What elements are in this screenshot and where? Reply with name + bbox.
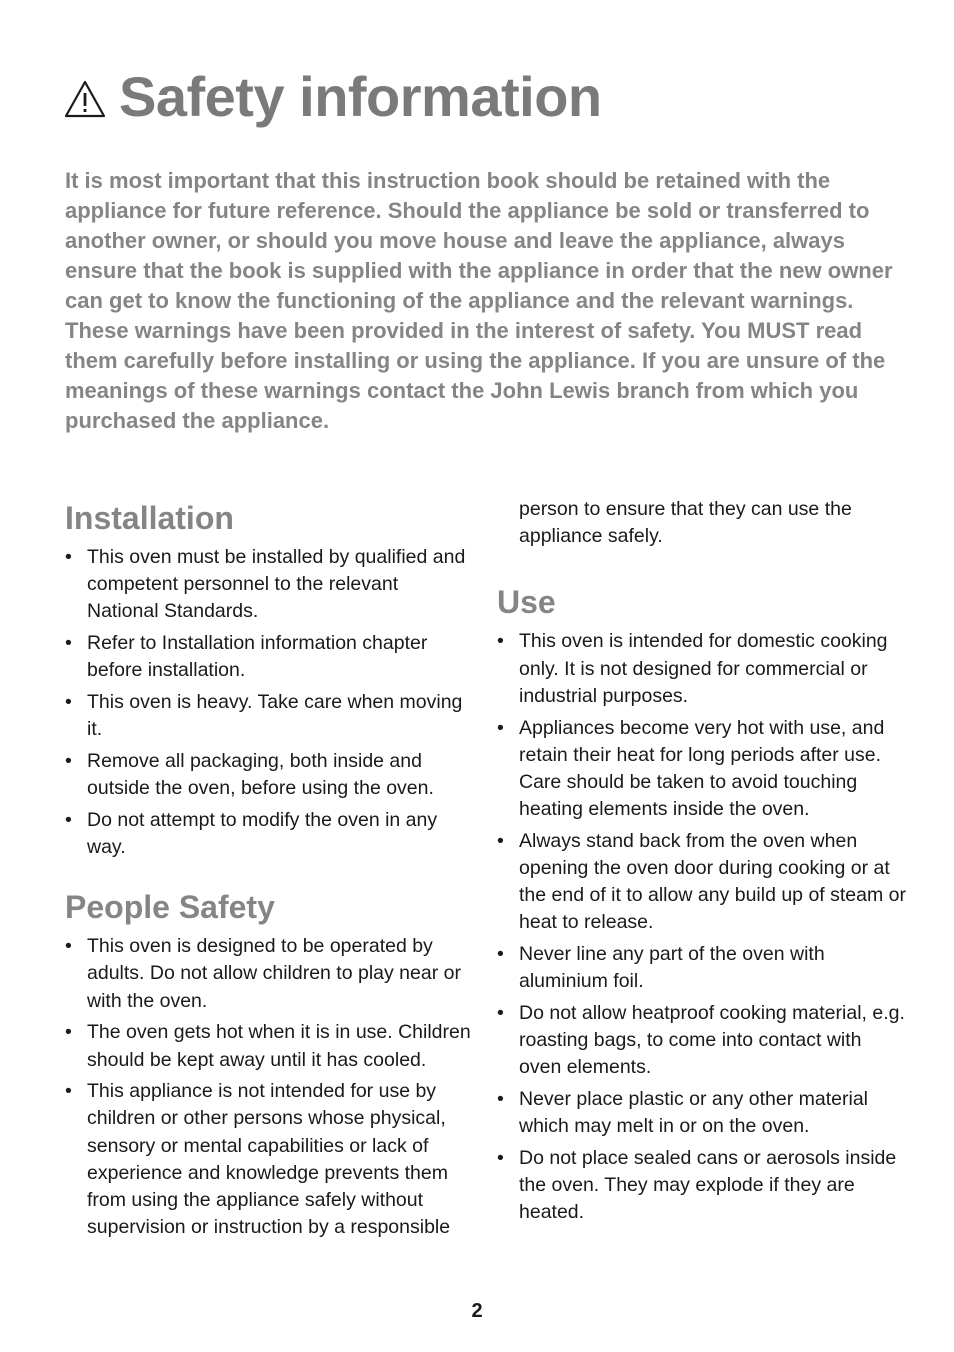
bullet-icon: • xyxy=(65,691,72,714)
section-heading: Installation xyxy=(65,500,234,536)
list-item: • Never line any part of the oven with aluminium foil. xyxy=(497,943,825,993)
installation-list xyxy=(65,544,475,861)
list-item: • Do not attempt to modify the oven in any way. xyxy=(65,808,438,859)
page-title xyxy=(63,64,602,129)
left-column xyxy=(65,498,475,1267)
bullet-icon: • xyxy=(65,935,72,958)
list-item: • This oven is intended for domestic cooking only. It is not designed for commercial or industrial purposes. xyxy=(497,630,888,707)
list-item: • Appliances become very hot with use, and retain their heat for long periods after use. Care should be taken to avoid touching heating elements inside the oven. xyxy=(497,716,885,821)
bullet-icon: • xyxy=(65,632,72,655)
installation-section xyxy=(65,498,475,861)
list-item: • This oven is heavy. Take care when moving it. xyxy=(65,691,463,741)
page-title-text: Safety information xyxy=(119,65,602,128)
bullet-icon: • xyxy=(497,829,504,852)
continued-text: person to ensure that they can use the appliance safely. xyxy=(519,498,852,548)
people-safety-list xyxy=(65,933,475,1241)
warning-triangle-icon xyxy=(63,79,107,119)
list-item: • Do not allow heatproof cooking material, e.g. roasting bags, to come into contact with oven elements. xyxy=(497,1002,905,1079)
bullet-icon: • xyxy=(497,1147,504,1170)
bullet-icon: • xyxy=(65,1021,72,1044)
bullet-icon: • xyxy=(497,1088,504,1111)
bullet-icon: • xyxy=(65,546,72,568)
section-heading: People Safety xyxy=(65,889,275,926)
bullet-icon: • xyxy=(497,1002,504,1025)
bullet-icon: • xyxy=(497,943,504,966)
list-item: • This appliance is not intended for use by children or other persons whose physical, sensory or mental capabilities or lack of experience and knowledge prevents them from using the appliance safely without supervision or instruction by a responsible xyxy=(65,1080,451,1239)
bullet-icon: • xyxy=(65,749,72,772)
page-number: 2 xyxy=(471,1300,483,1322)
intro-paragraph: It is most important that this instruction book should be retained with the appliance for future reference. Should the appliance be sold or transferred to another owner, or should you move house and leave the appliance, always ensure that the book is supplied with the appliance in order that the new owner can get to know the functioning of the appliance and the relevant warnings. xyxy=(65,168,893,313)
section-heading: Use xyxy=(497,584,556,621)
bullet-icon: • xyxy=(497,630,504,653)
right-column xyxy=(497,498,907,1253)
list-item: • Do not place sealed cans or aerosols inside the oven. They may explode if they are heated. xyxy=(497,1147,897,1224)
use-list xyxy=(497,628,907,1226)
people-safety-section xyxy=(65,887,475,1241)
list-item: • This oven must be installed by qualified and competent personnel to the relevant National Standards. xyxy=(65,546,466,623)
list-item: • Refer to Installation information chapter before installation. xyxy=(65,632,428,682)
list-item: • Always stand back from the oven when opening the oven door during cooking or at the end of it to allow any build up of steam or heat to release. xyxy=(497,829,906,934)
intro-paragraph: These warnings have been provided in the interest of safety. You MUST read them carefully before installing or using the appliance. If you are unsure of the meanings of these warnings contact the John Lewis branch from which you purchased the appliance. xyxy=(65,318,886,433)
use-section xyxy=(497,582,907,1226)
list-item: • This oven is designed to be operated by adults. Do not allow children to play near or with the oven. xyxy=(65,935,461,1012)
bullet-icon: • xyxy=(65,808,72,831)
list-item: • The oven gets hot when it is in use. Children should be kept away until it has cooled. xyxy=(65,1021,471,1071)
intro-warning xyxy=(65,166,905,436)
bullet-icon: • xyxy=(65,1080,72,1103)
bullet-icon: • xyxy=(497,716,504,739)
list-item: • Never place plastic or any other material which may melt in or on the oven. xyxy=(497,1088,868,1138)
list-item: • Remove all packaging, both inside and outside the oven, before using the oven. xyxy=(65,749,434,800)
